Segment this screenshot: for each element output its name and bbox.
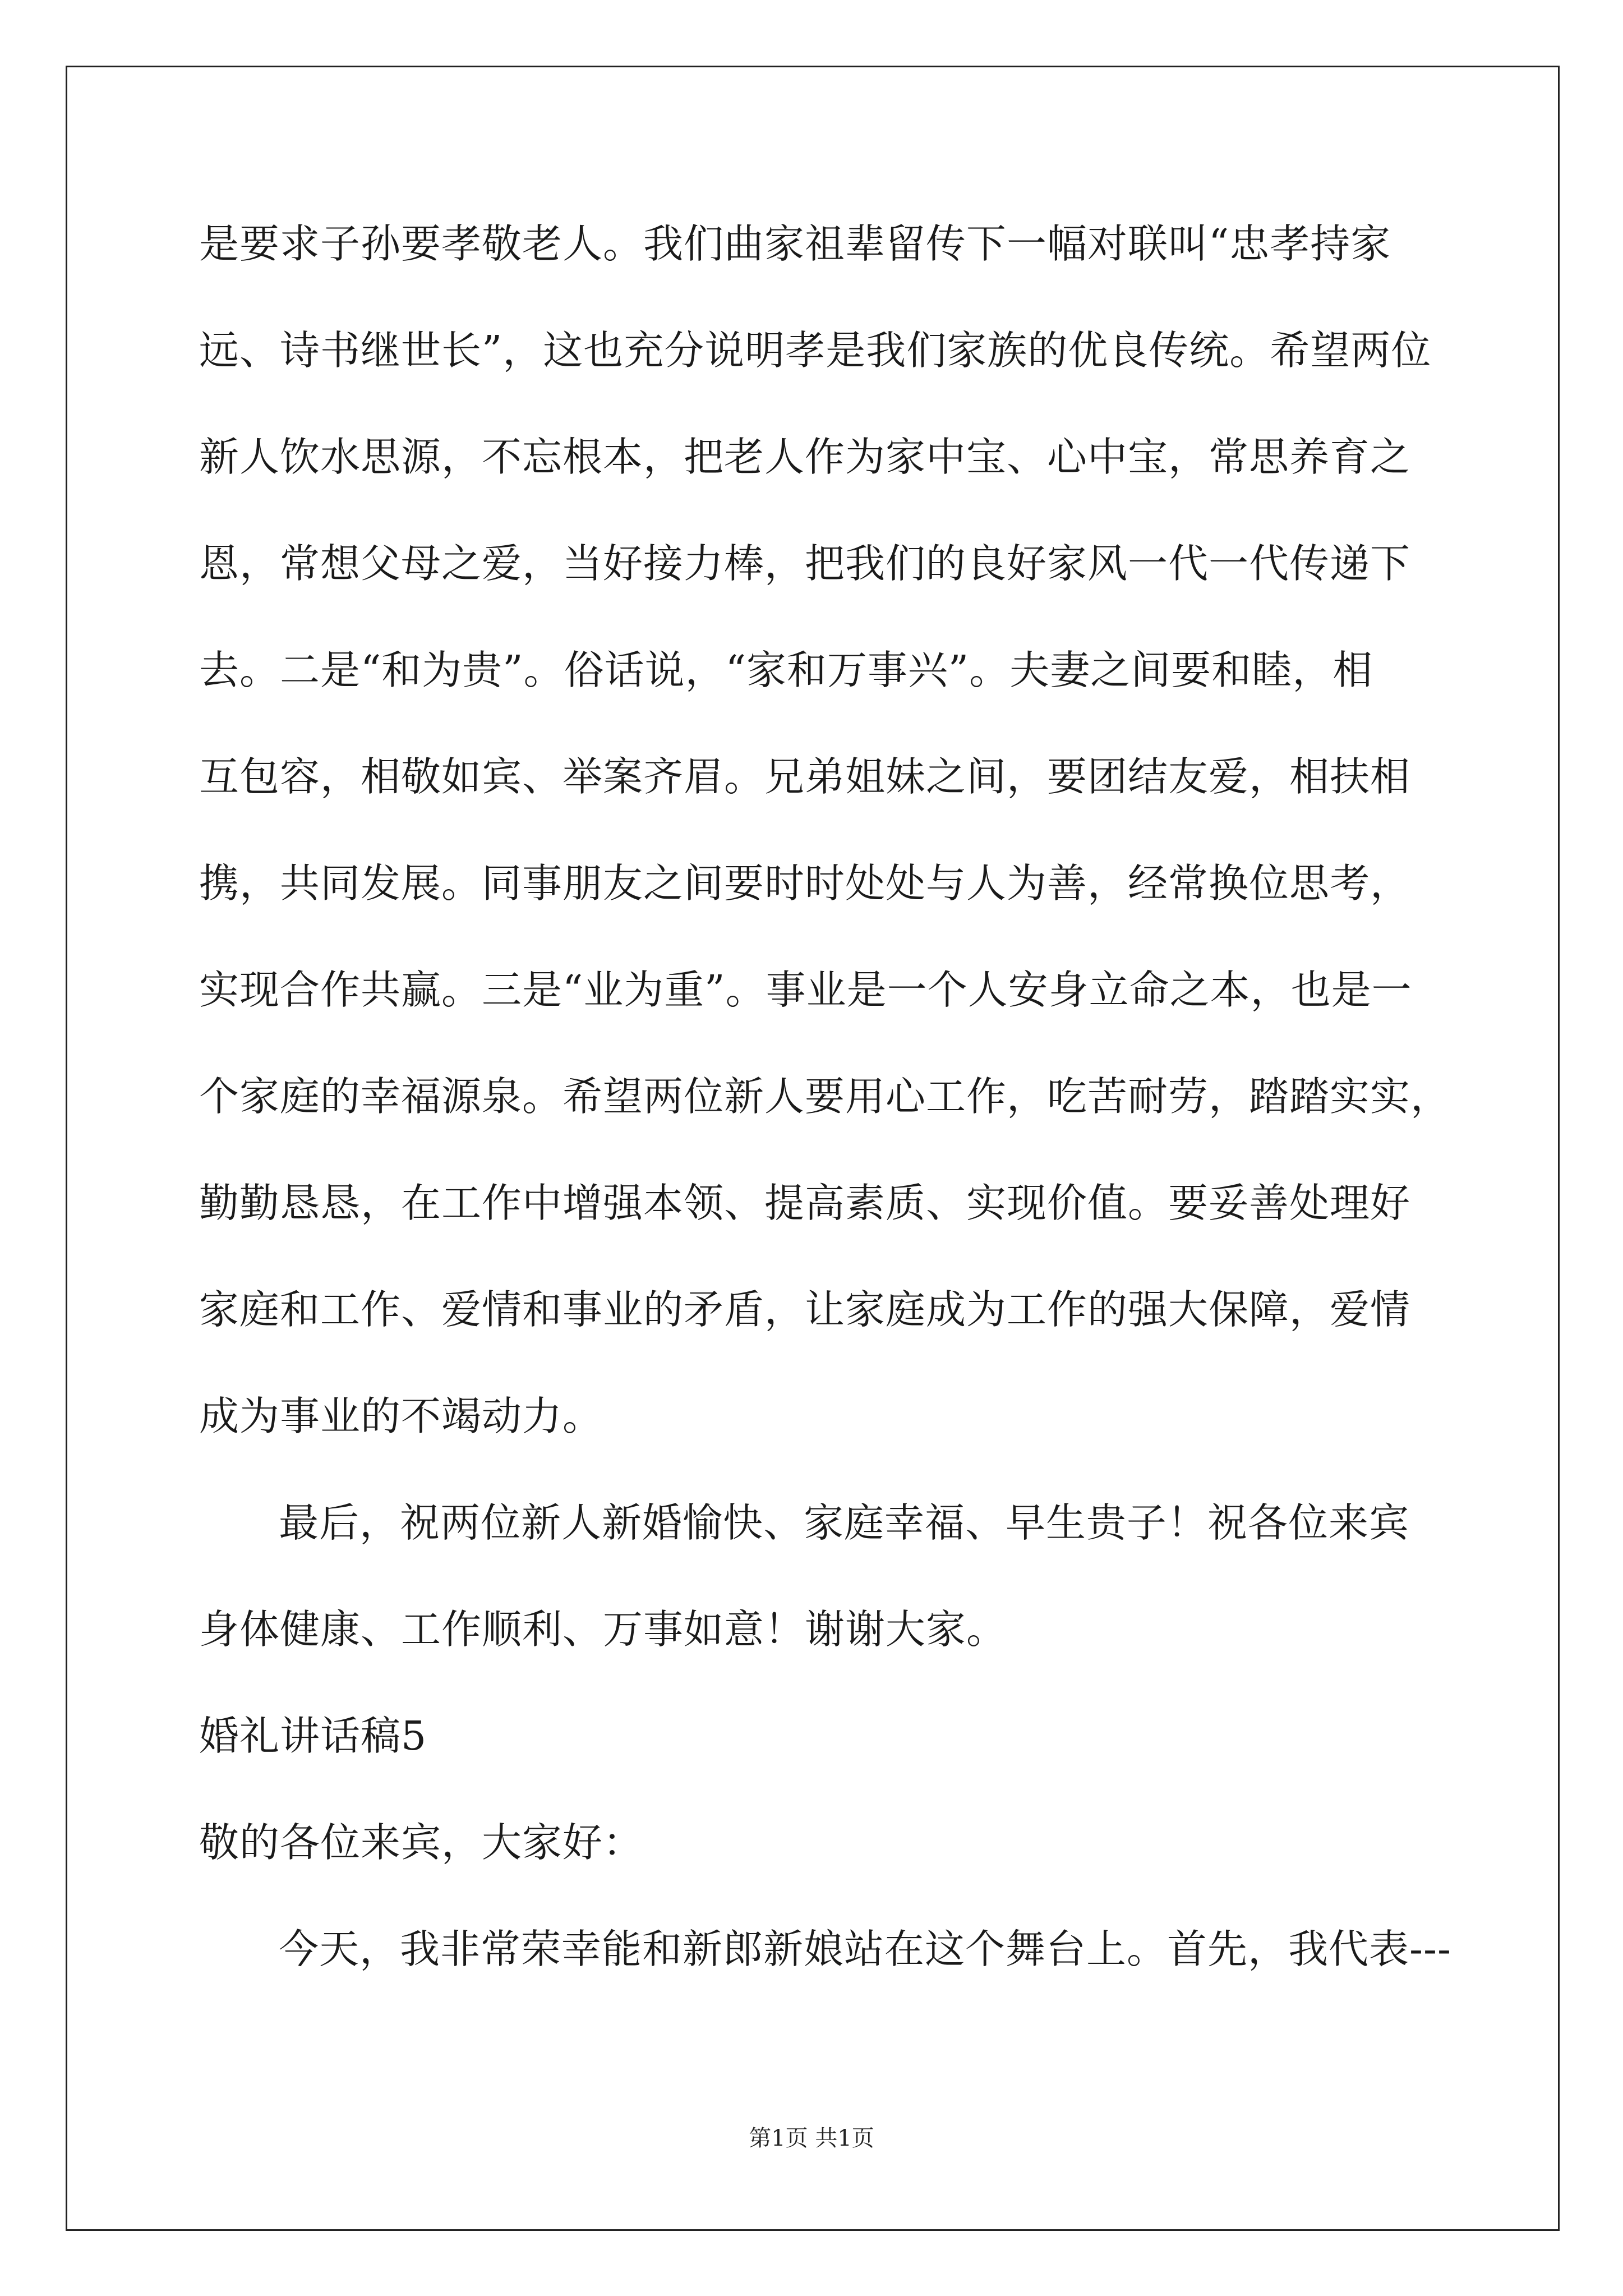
page-footer: 第1页 共1页 (749, 2125, 874, 2151)
paragraph-line: 身体健康、工作顺利、万事如意！谢谢大家。 (199, 1606, 1007, 1653)
salutation-line: 敬的各位来宾，大家好： (199, 1819, 644, 1866)
paragraph-line: 最后，祝两位新人新婚愉快、家庭幸福、早生贵子！祝各位来宾 (279, 1499, 1410, 1546)
paragraph-line: 恩，常想父母之爱，当好接力棒，把我们的良好家风一代一代传递下 (199, 540, 1411, 587)
paragraph-line: 互包容，相敬如宾、举案齐眉。兄弟姐妹之间，要团结友爱，相扶相 (199, 753, 1411, 800)
document-body (199, 191, 1451, 2003)
paragraph-line: 成为事业的不竭动力。 (199, 1393, 603, 1439)
paragraph-line: 个家庭的幸福源泉。希望两位新人要用心工作，吃苦耐劳，踏踏实实， (199, 1073, 1451, 1120)
paragraph-line: 实现合作共赢。三是“业为重”。事业是一个人安身立命之本，也是一 (199, 967, 1412, 1013)
paragraph-line: 家庭和工作、爱情和事业的矛盾，让家庭成为工作的强大保障，爱情 (199, 1286, 1411, 1333)
paragraph-line: 远、诗书继世长”，这也充分说明孝是我们家族的优良传统。希望两位 (199, 327, 1432, 374)
paragraph-line: 去。二是“和为贵”。俗话说，“家和万事兴”。夫妻之间要和睦，相 (199, 647, 1373, 693)
paragraph-line: 是要求子孙要孝敬老人。我们曲家祖辈留传下一幅对联叫“忠孝持家 (199, 220, 1391, 267)
paragraph-line: 勤勤恳恳，在工作中增强本领、提高素质、实现价值。要妥善处理好 (199, 1180, 1411, 1226)
paragraph-line: 新人饮水思源，不忘根本，把老人作为家中宝、心中宝，常思养育之 (199, 434, 1411, 480)
paragraph-line: 今天，我非常荣幸能和新郎新娘站在这个舞台上。首先，我代表--- (279, 1926, 1451, 1972)
paragraph-line: 携，共同发展。同事朋友之间要时时处处与人为善，经常换位思考， (199, 860, 1411, 907)
section-heading: 婚礼讲话稿5 (199, 1713, 427, 1759)
